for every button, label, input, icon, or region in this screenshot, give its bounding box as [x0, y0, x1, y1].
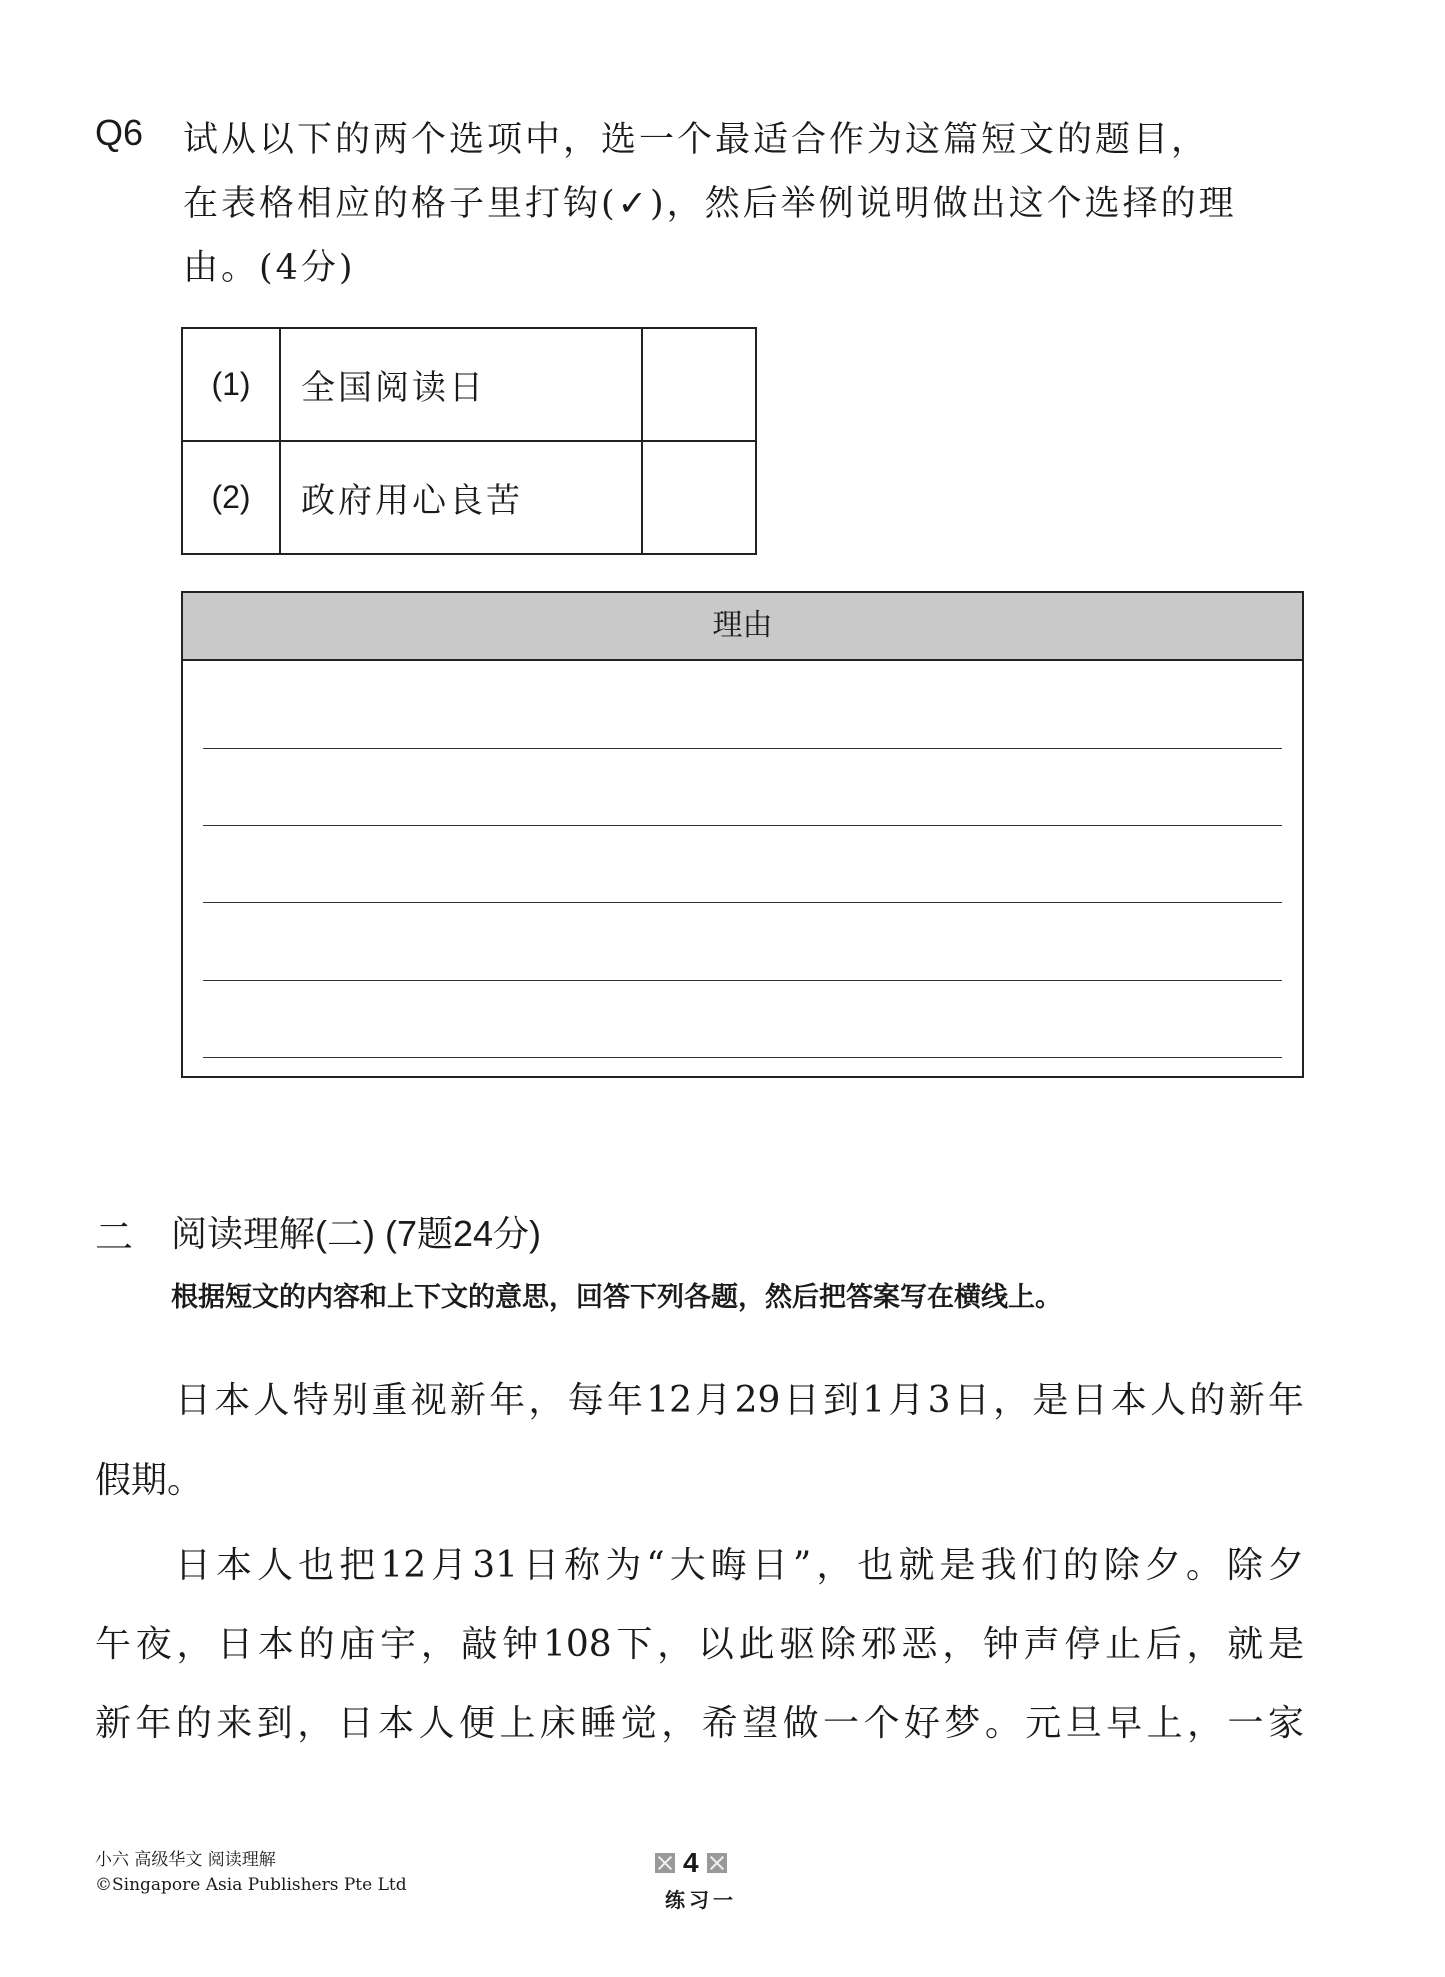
checkmark-icon: ✓	[617, 184, 650, 224]
reason-header: 理由	[183, 593, 1302, 661]
passage-line: 日本人也把12月31日称为“大晦日”，也就是我们的除夕。除夕	[175, 1545, 1304, 1586]
exercise-label: 练习一	[665, 1888, 737, 1912]
question-number: Q6	[95, 112, 144, 153]
option-tick-box[interactable]	[642, 441, 756, 554]
question-text: )，然后举例说明做出这个选择的理	[649, 184, 1237, 224]
book-title: 小六 高级华文 阅读理解	[95, 1850, 276, 1870]
question-text: 在表格相应的格子里打钩(	[183, 184, 618, 224]
passage-line: 午夜，日本的庙宇，敲钟108下，以此驱除邪恶，钟声停止后，就是	[95, 1624, 1304, 1665]
answer-line[interactable]	[203, 825, 1282, 826]
section-instruction: 根据短文的内容和上下文的意思，回答下列各题，然后把答案写在横线上。	[171, 1282, 1062, 1312]
page-number	[655, 1847, 727, 1879]
footer-left	[95, 1848, 407, 1898]
section-number: 二	[95, 1217, 134, 1259]
option-number: (1)	[182, 328, 280, 441]
answer-line[interactable]	[203, 748, 1282, 749]
question-text-line-3: 由。(4分)	[183, 248, 356, 288]
options-table	[181, 327, 757, 555]
ornament-icon	[655, 1853, 675, 1873]
option-text: 全国阅读日	[280, 328, 642, 441]
page-number-text: 4	[683, 1847, 699, 1878]
ornament-icon	[707, 1853, 727, 1873]
question-text-line-2	[183, 176, 1237, 226]
option-row	[182, 441, 756, 554]
option-text: 政府用心良苦	[280, 441, 642, 554]
answer-line[interactable]	[203, 902, 1282, 903]
passage-line: 日本人特别重视新年，每年12月29日到1月3日，是日本人的新年	[175, 1380, 1304, 1421]
question-text-line-1: 试从以下的两个选项中，选一个最适合作为这篇短文的题目，	[183, 120, 1210, 160]
option-number: (2)	[182, 441, 280, 554]
passage-line: 假期。	[95, 1460, 204, 1501]
answer-line[interactable]	[203, 980, 1282, 981]
passage-line: 新年的来到，日本人便上床睡觉，希望做一个好梦。元旦早上，一家	[95, 1703, 1304, 1744]
copyright: ©Singapore Asia Publishers Pte Ltd	[95, 1875, 407, 1895]
reason-box	[181, 591, 1304, 1078]
section-title: 阅读理解(二) (7题24分)	[171, 1213, 542, 1254]
option-row	[182, 328, 756, 441]
answer-line[interactable]	[203, 1057, 1282, 1058]
option-tick-box[interactable]	[642, 328, 756, 441]
